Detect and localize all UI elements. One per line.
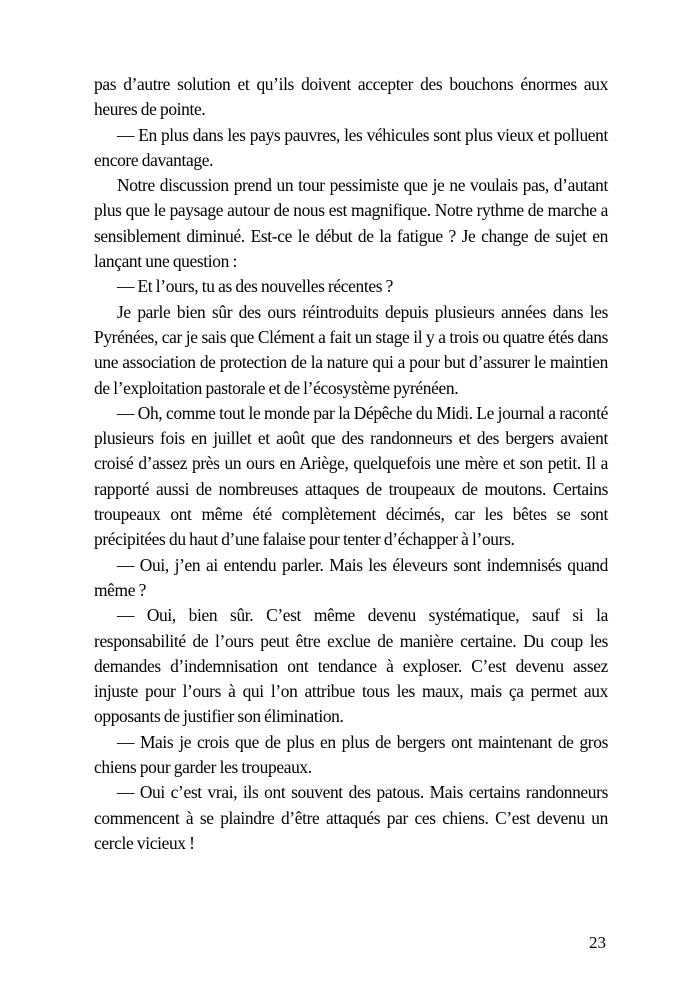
body-text xyxy=(94,72,608,856)
page-number: 23 xyxy=(589,933,606,952)
paragraph-3: Notre discussion prend un tour pessimiste que je ne voulais pas, d’autant plus que le paysage autour de nous est magnifique. Notre rythme de marche a sensiblement diminué. Est-ce le début de la fatigue ? Je change de sujet en lançant une question : xyxy=(94,175,608,272)
paragraph-8: — Oui, bien sûr. C’est même devenu systématique, sauf si la responsabilité de l’ours peut être exclue de manière certaine. Du coup les demandes d’indemnisation ont tendance à exploser. C’est devenu assez injuste pour l’ours à qui l’on attribue tous les maux, mais ça permet aux opposants de justifier son élimination. xyxy=(94,605,608,727)
paragraph-9: — Mais je crois que de plus en plus de bergers ont maintenant de gros chiens pour garder les troupeaux. xyxy=(94,731,608,778)
paragraph-7: — Oui, j’en ai entendu parler. Mais les éleveurs sont indemnisés quand même ? xyxy=(94,554,608,600)
paragraph-10: — Oui c’est vrai, ils ont souvent des patous. Mais certains randonneurs commencent à se plaindre d’être attaqués par ces chiens. C’est devenu un cercle vicieux ! xyxy=(94,782,608,853)
paragraph-2: — En plus dans les pays pauvres, les véhicules sont plus vieux et polluent encore davantage. xyxy=(94,124,608,170)
paragraph-4: — Et l’ours, tu as des nouvelles récentes ? xyxy=(117,276,394,297)
paragraph-6: — Oh, comme tout le monde par la Dépêche du Midi. Le journal a raconté plusieurs fois en juillet et août que des randonneurs et des bergers avaient croisé d’assez près un ours en Ariège, quelquefois une mère et son petit. Il a rapporté aussi de nombreuses attaques de troupeaux de moutons. Certains troupeaux ont même été complètement décimés, car les bêtes se sont précipitées du haut d’une falaise pour tenter d’échapper à l’ours. xyxy=(94,402,608,550)
paragraph-5: Je parle bien sûr des ours réintroduits depuis plusieurs années dans les Pyrénées, car je sais que Clément a fait un stage il y a trois ou quatre étés dans une association de protection de la nature qui a pour but d’assurer le maintien de l’exploitation pastorale et de l’écosystème pyrénéen. xyxy=(94,301,608,398)
paragraph-1: pas d’autre solution et qu’ils doivent accepter des bouchons énormes aux heures de pointe. xyxy=(94,74,608,120)
